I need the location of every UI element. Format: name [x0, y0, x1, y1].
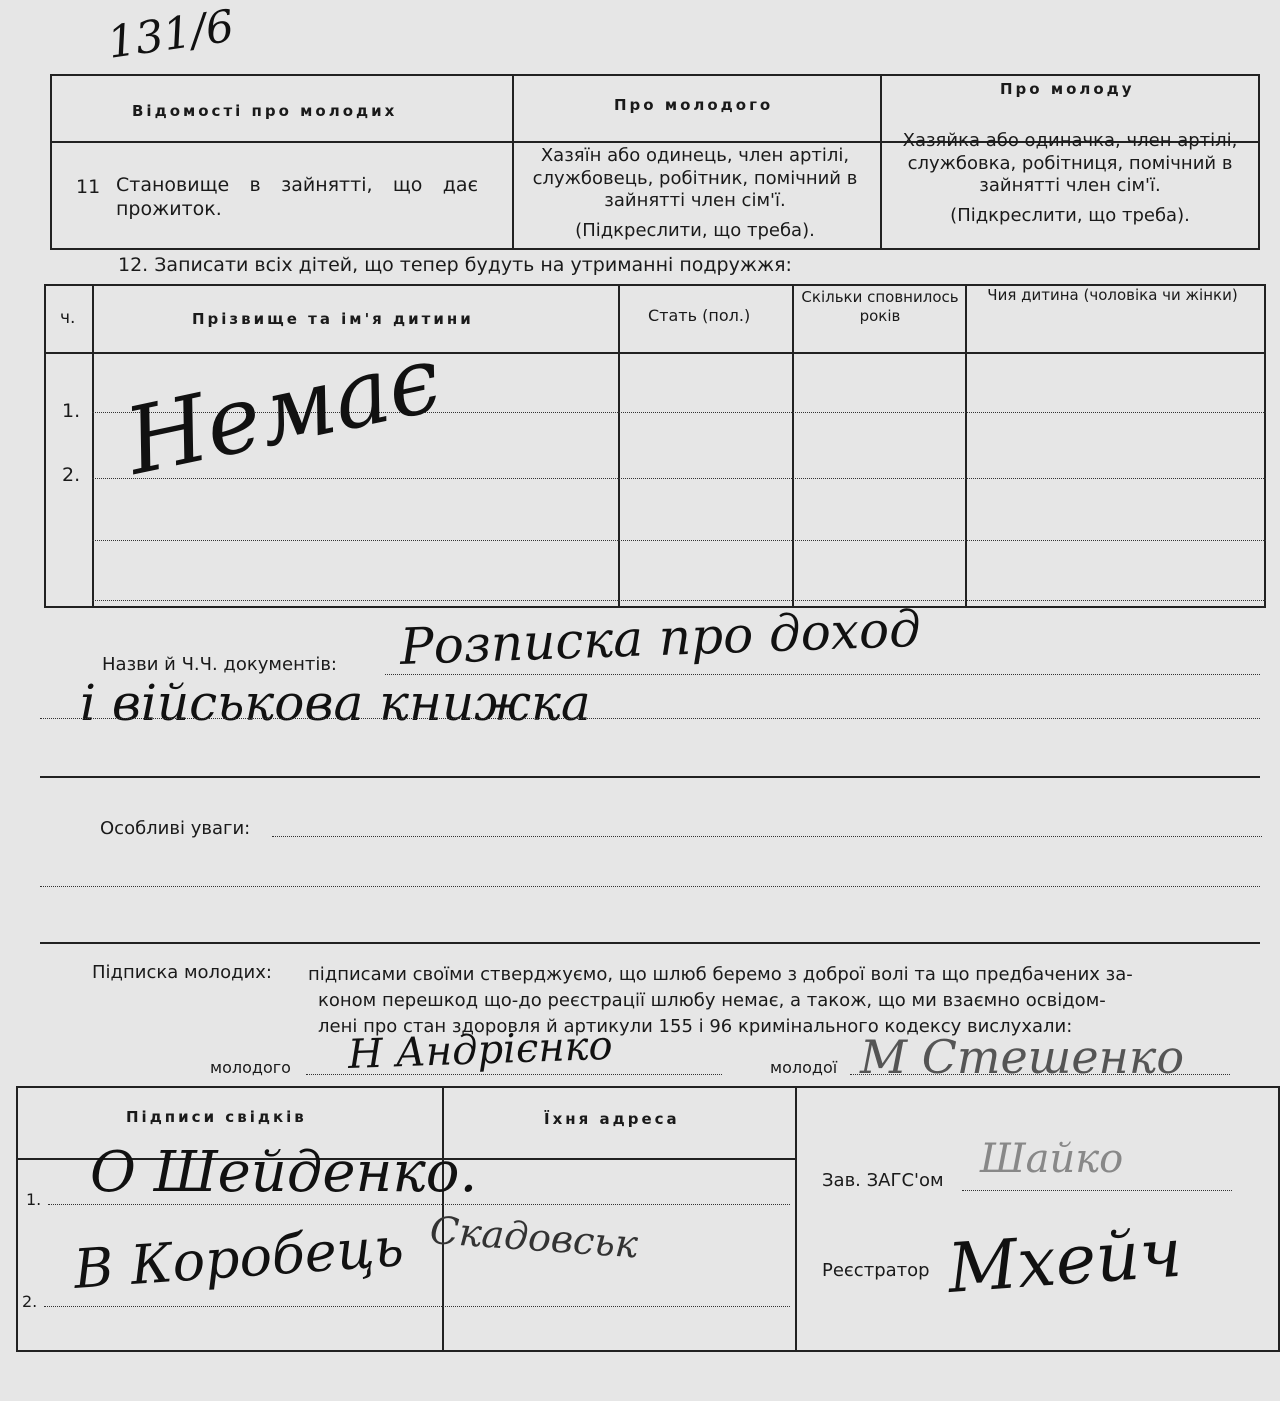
registrar-label: Реєстратор — [822, 1260, 930, 1281]
row11-label: Становище в зайнятті, що дає прожиток. — [116, 174, 478, 220]
row11-groom-note: (Підкреслити, що треба). — [575, 220, 815, 241]
row11-bride-options: Хазяйка або одиначка, член артілі, службовка, робітниця, помічний в зайнятті член сім'ї. — [902, 130, 1238, 196]
declaration-text-line1: підписами своїми стверджуємо, що шлюб беремо з доброї волі та що предбачених за- — [308, 964, 1133, 985]
witness-row2-num: 2. — [22, 1292, 38, 1311]
row11-groom-options: Хазяїн або одинець, член артілі, службовець, робітник, помічний в зайнятті член сім'ї. — [532, 145, 858, 211]
declaration-label: Підписка молодих: — [92, 962, 272, 983]
bride-signature-label: молодої — [770, 1058, 838, 1077]
declaration-text-line3: лені про стан здоровля й артикули 155 і 96 кримінального кодексу вислухали: — [318, 1016, 1073, 1037]
registry-head-label: Зав. ЗАГС'ом — [822, 1170, 944, 1191]
children-row2-num: 2. — [62, 464, 81, 486]
declaration-text-line2: коном перешкод що-до реєстрації шлюбу немає, а також, що ми взаємно освідом- — [318, 990, 1106, 1011]
witnesses-header-address: Їхня адреса — [544, 1110, 680, 1128]
table1-header-info: Відомості про молодих — [132, 102, 398, 120]
children-row1-num: 1. — [62, 400, 81, 422]
witness2-signature: В Коробець — [71, 1215, 406, 1301]
children-col-sex: Стать (пол.) — [648, 306, 751, 325]
children-col-whose: Чия дитина (чоловіка чи жінки) — [987, 286, 1238, 304]
groom-signature: Н Андрієнко — [347, 1022, 614, 1078]
witness-row1-num: 1. — [26, 1190, 42, 1209]
row11-bride-note: (Підкреслити, що треба). — [950, 205, 1190, 226]
bride-signature: М Стешенко — [860, 1030, 1185, 1084]
children-col-name: Прізвище та ім'я дитини — [192, 310, 474, 328]
children-col-age: Скільки сповнилось років — [801, 288, 959, 325]
witnesses-header-signatures: Підписи свідків — [126, 1108, 307, 1126]
documents-handwritten-line1: Розписка про доход — [398, 599, 922, 676]
groom-signature-label: молодого — [210, 1058, 291, 1077]
remarks-label: Особливі уваги: — [100, 818, 251, 839]
table1-header-bride: Про молоду — [1000, 80, 1135, 98]
documents-label: Назви й Ч.Ч. документів: — [102, 654, 337, 675]
page-number-note: 131/6 — [104, 0, 238, 69]
children-handwritten-none: Немає — [116, 325, 450, 496]
witness1-signature: О Шейденко. — [90, 1140, 478, 1205]
table1-header-groom: Про молодого — [614, 96, 774, 114]
children-section-title: 12. Записати всіх дітей, що тепер будуть на утриманні подружжя: — [118, 254, 792, 276]
registrar-signature: Мхейч — [945, 1213, 1185, 1309]
documents-handwritten-line2: і військова книжка — [80, 674, 591, 732]
registry-head-signature: Шайко — [980, 1136, 1124, 1182]
children-col-num: ч. — [60, 308, 76, 328]
witness-address-signature: Скадовськ — [428, 1208, 640, 1267]
row11-number: 11 — [76, 176, 101, 198]
